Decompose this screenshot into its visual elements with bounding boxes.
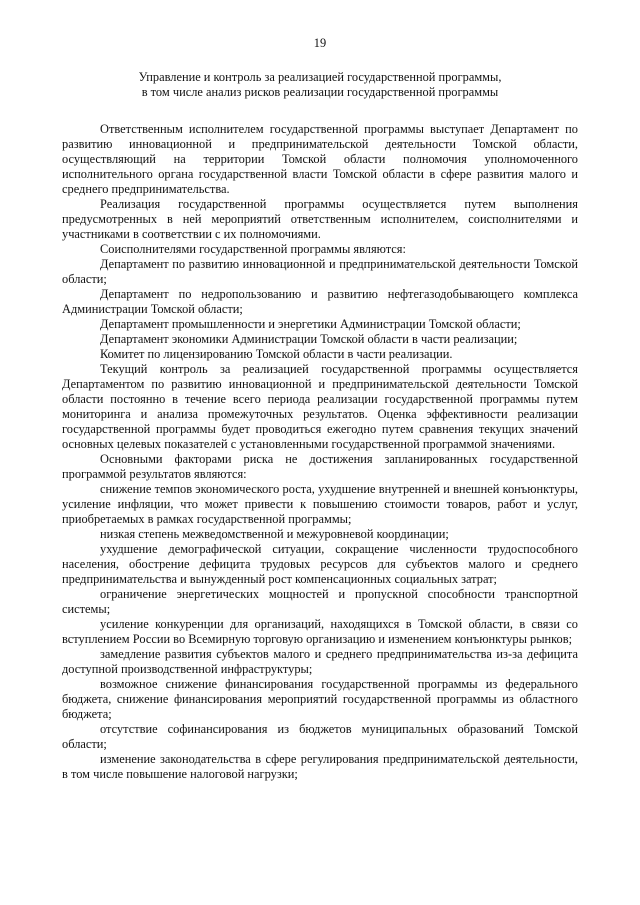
document-body: [62, 122, 578, 782]
list-item: усиление конкуренции для организаций, находящихся в Томской области, в связи со вступлением России во Всемирную торговую организацию и изменением конъюнктуры рынков;: [62, 617, 578, 646]
paragraph: Текущий контроль за реализацией государственной программы осуществляется Департаментом по развитию инновационной и предпринимательской деятельности Томской области постоянно в течение всего периода реализации государственной программы путем мониторинга и анализа промежуточных результатов. Оценка эффективности реализации государственной программы будет проводиться ежегодно путем сравнения текущих значений основных целевых показателей с установленными государственной программой значениями.: [62, 362, 578, 451]
section-heading-line: Управление и контроль за реализацией государственной программы,: [138, 70, 502, 84]
list-item: Департамент промышленности и энергетики Администрации Томской области;: [100, 317, 521, 331]
paragraph: Ответственным исполнителем государственной программы выступает Департамент по развитию инновационной и предпринимательской деятельности Томской области, осуществляющий на территории Томской области полномочия уполномоченного исполнительного органа государственной власти Томской области в сфере развития малого и среднего предпринимательства.: [62, 122, 578, 196]
list-item: ухудшение демографической ситуации, сокращение численности трудоспособного населения, обострение дефицита трудовых ресурсов для субъектов малого и среднего предпринимательства и вынужденный рост компенсационных социальных затрат;: [62, 542, 578, 586]
list-item: Департамент экономики Администрации Томской области в части реализации;: [100, 332, 518, 346]
paragraph: Реализация государственной программы осуществляется путем выполнения предусмотренных в ней мероприятий ответственным исполнителем, соисполнителями и участниками в соответствии с их полномочиями.: [62, 197, 578, 241]
page-number: 19: [313, 36, 327, 50]
list-item: Департамент по развитию инновационной и предпринимательской деятельности Томской области;: [62, 257, 578, 286]
list-item: возможное снижение финансирования государственной программы из федерального бюджета, снижение финансирования мероприятий государственной программы из областного бюджета;: [62, 677, 578, 721]
section-heading: [62, 70, 578, 100]
list-item: замедление развития субъектов малого и среднего предпринимательства из-за дефицита доступной производственной инфраструктуры;: [62, 647, 578, 676]
list-item: изменение законодательства в сфере регулирования предпринимательской деятельности, в том числе повышение налоговой нагрузки;: [62, 752, 578, 781]
list-item: Комитет по лицензированию Томской области в части реализации.: [100, 347, 453, 361]
list-item: Департамент по недропользованию и развитию нефтегазодобывающего комплекса Администрации Томской области;: [62, 287, 578, 316]
list-item: ограничение энергетических мощностей и пропускной способности транспортной системы;: [62, 587, 578, 616]
paragraph: Основными факторами риска не достижения запланированных государственной программой результатов являются:: [62, 452, 578, 481]
list-item: снижение темпов экономического роста, ухудшение внутренней и внешней конъюнктуры, усиление инфляции, что может привести к повышению стоимости товаров, работ и услуг, приобретаемых в рамках государственной программы;: [62, 482, 578, 526]
paragraph: Соисполнителями государственной программы являются:: [100, 242, 406, 256]
list-item: низкая степень межведомственной и межуровневой координации;: [100, 527, 449, 541]
section-heading-line: в том числе анализ рисков реализации государственной программы: [141, 85, 499, 99]
list-item: отсутствие софинансирования из бюджетов муниципальных образований Томской области;: [62, 722, 578, 751]
